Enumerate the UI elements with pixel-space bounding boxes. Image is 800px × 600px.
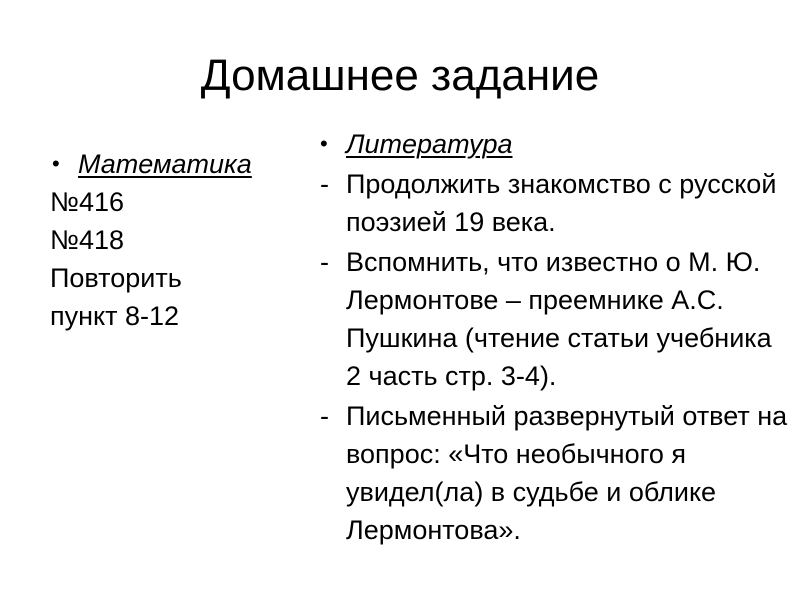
math-task-line: Повторить <box>50 263 182 293</box>
literature-task-item <box>318 243 788 395</box>
math-task-line: №418 <box>50 225 125 255</box>
dash-icon: - <box>320 169 329 199</box>
literature-task-item <box>318 397 788 549</box>
math-column <box>50 145 300 335</box>
literature-task-item <box>318 165 788 241</box>
math-task-line: пункт 8-12 <box>50 301 180 331</box>
dash-icon: - <box>320 401 329 431</box>
literature-task-text: Письменный развернутый ответ на вопрос: «Что необычного я увидел(ла) в судьбе и облике Лермонтова». <box>346 401 788 545</box>
math-task-line: №416 <box>50 187 125 217</box>
dash-icon: - <box>320 247 329 277</box>
math-subject-heading: Математика <box>78 149 252 179</box>
math-subject-row <box>50 145 300 183</box>
literature-column <box>318 125 788 549</box>
slide-title: Домашнее задание <box>200 51 600 100</box>
literature-task-text: Продолжить знакомство с русской поэзией 19 века. <box>346 169 777 237</box>
literature-subject-heading: Литература <box>346 129 513 159</box>
bullet-icon: • <box>320 131 328 156</box>
bullet-icon: • <box>52 151 60 176</box>
literature-task-text: Вспомнить, что известно о М. Ю. Лермонтове – преемнике А.С. Пушкина (чтение статьи учебника 2 часть стр. 3-4). <box>346 247 772 391</box>
literature-subject-row <box>318 125 788 163</box>
